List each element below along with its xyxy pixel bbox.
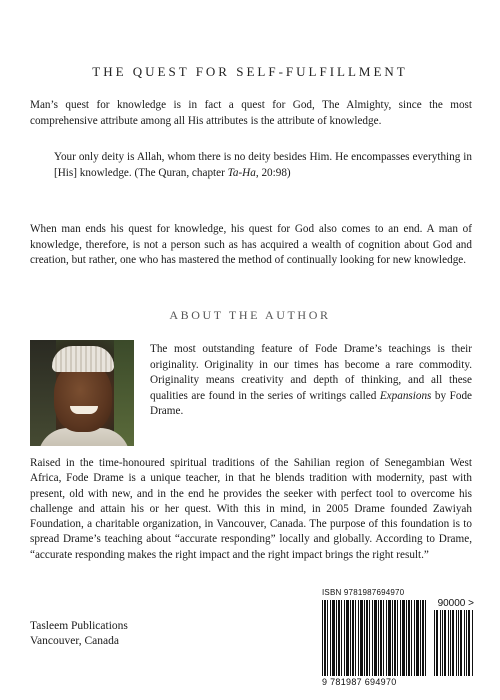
publisher-info — [30, 619, 128, 649]
about-author-text — [150, 342, 472, 420]
about-text-start: The most outstanding feature of Fode Drame’s teachings is their originality. Originality in our times has become a rare commodity. Originality means creativity and depth of thinking, and all these qualities are found in the series of writings called — [150, 343, 472, 402]
publisher-name: Tasleem Publications — [30, 620, 128, 632]
quote-text: Your only deity is Allah, whom there is no deity besides Him. He encompasses everything in [His] knowledge. (The Quran, chapter — [54, 151, 472, 179]
quote-reference: , 20:98) — [255, 166, 291, 179]
intro-paragraph: Man’s quest for knowledge is in fact a quest for God, The Almighty, since the most comprehensive attribute among all His attributes is the attribute of knowledge. — [30, 99, 472, 127]
barcode-bars — [322, 600, 428, 676]
about-text-end: by Fode Drame. — [150, 389, 473, 418]
section-title: THE QUEST FOR SELF-FULFILLMENT — [92, 64, 408, 79]
biography-paragraph: Raised in the time-honoured spiritual traditions of the Sahilian region of Senegambian West Africa, Fode Drame is a unique teacher, in that he blends tradition with modernity, past with present, old with new, and in the end he provides the seeker with perfect tool to overcome his challenge and attain his or her quest. With this in mind, in 2005 Drame founded Zawiyah Foundation, a charitable organization, in Vancouver, Canada. The purpose of this foundation is to spread Drame’s teaching about “accurate responding” locally and globally. According to Drame, “accurate responding makes the right impact and the right impact brings the right result.” — [30, 457, 472, 561]
barcode-digits: 9 781987 694970 — [322, 677, 397, 687]
quran-quote — [54, 150, 472, 181]
barcode-addon-bars — [434, 610, 474, 676]
price-code: 90000 > — [437, 598, 474, 609]
knowledge-paragraph: When man ends his quest for knowledge, his quest for God also comes to an end. A man of knowledge, therefore, is not a person such as has acquired a wealth of cognition about God and creation, but rather, one who has mastered the method of continually looking for new knowledge. — [30, 223, 472, 267]
series-title: Expansions — [379, 389, 432, 402]
isbn-barcode — [322, 588, 474, 688]
surah-name: Ta-Ha — [227, 166, 256, 179]
author-photo — [30, 340, 134, 446]
publisher-location: Vancouver, Canada — [30, 635, 119, 647]
isbn-label: ISBN 9781987694970 — [322, 588, 405, 597]
about-heading: ABOUT THE AUTHOR — [169, 308, 331, 322]
